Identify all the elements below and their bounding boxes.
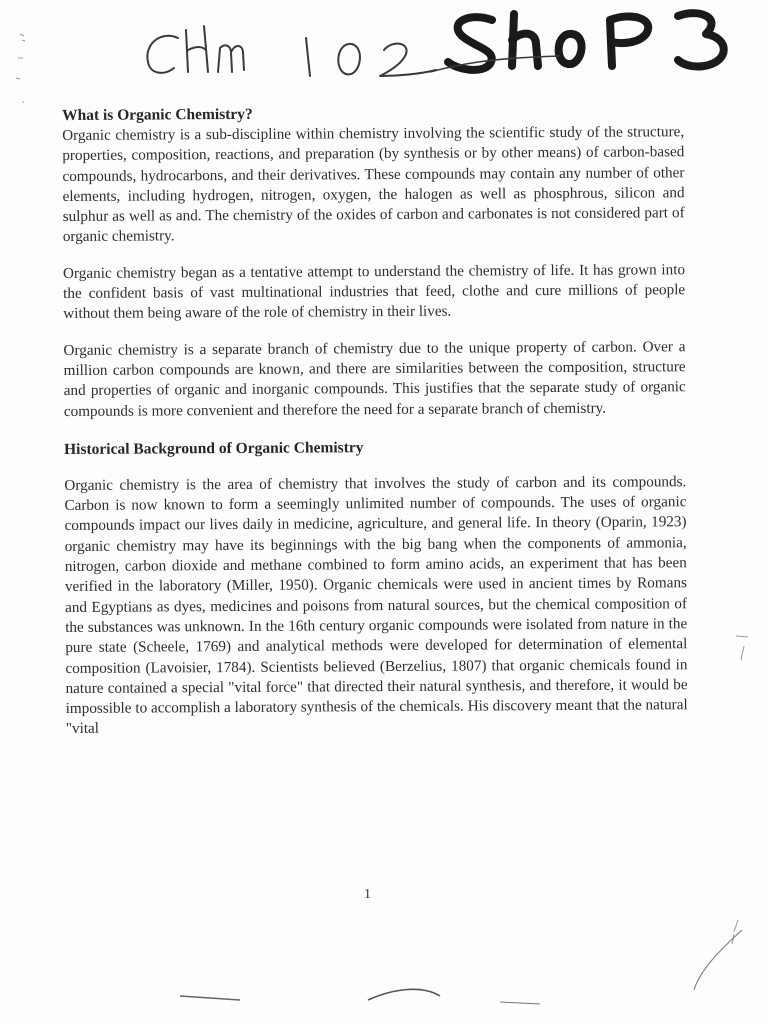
paragraph-separate-branch: Organic chemistry is a separate branch of chemistry due to the unique property of carbon. Over a million carbon compounds are known, and there are similarities between the composition, structure and properties of organic and inorganic compounds. This justifies that the separate study of organic compounds is more convenient and therefore the need for a separate branch of chemistry. xyxy=(63,337,686,420)
section-heading-historical: Historical Background of Organic Chemistry xyxy=(64,439,364,458)
paragraph-definition: Organic chemistry is a sub-discipline within chemistry involving the scientific study of the structure, properties, composition, reactions, and preparation (by synthesis or by other means) of carbon-based compounds, hydrocarbons, and their derivatives. These compounds may contain any number of other elements, including hydrogen, nitrogen, oxygen, the halogen as well as phosphrous, silicon and sulphur as well as and. The chemistry of the oxides of carbon and carbonates is not considered part of organic chemistry. xyxy=(62,123,685,246)
paragraph-origins: Organic chemistry began as a tentative attempt to understand the chemistry of life. It has grown into the confident basis of vast multinational industries that feed, clothe and cure millions of people without them being aware of the role of chemistry in their lives. xyxy=(62,260,686,323)
paragraph-history: Organic chemistry is the area of chemistry that involves the study of carbon and its compounds. Carbon is now known to form a seemingly unlimited number of compounds. The uses of organic compounds impact our lives daily in medicine, agriculture, and general life. In theory (Oparin, 1923) organic chemistry may have its beginnings with the big bang when the components of ammonia, nitrogen, carbon dioxide and methane combined to form amino acids, an experiment that has been verified in the laboratory (Miller, 1950). Organic chemicals were used in ancient times by Romans and Egyptians as dyes, medicines and poisons from natural sources, but the chemical composition of the substances was unknown. In the 16th century organic compounds were isolated from nature in the pure state (Scheele, 1769) and analytical methods were developed for determination of elemental composition (Lavoisier, 1784). Scientists believed (Berzelius, 1807) that organic chemicals found in nature contained a special "vital force" that directed their natural synthesis, and therefore, it would be impossible to accomplish a laboratory synthesis of the chemicals. His discovery meant that the natural "vital xyxy=(64,473,688,738)
handwritten-header xyxy=(130,0,750,110)
section-heading-what-is: What is Organic Chemistry? xyxy=(62,105,253,124)
handwritten-header-drawing xyxy=(130,0,750,110)
document-body xyxy=(62,102,688,740)
page-number: 1 xyxy=(364,887,371,902)
